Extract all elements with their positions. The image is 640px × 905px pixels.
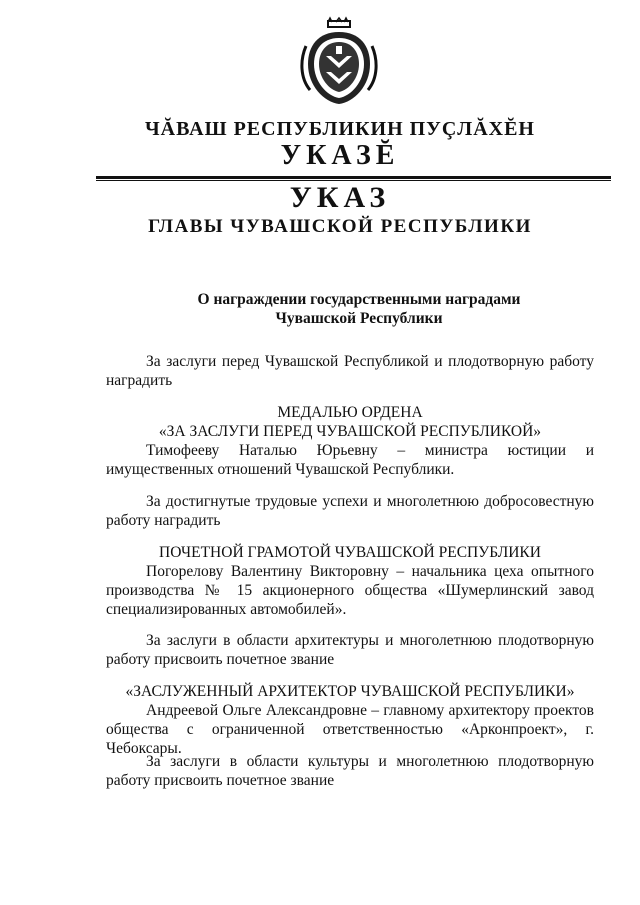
award-intro: За заслуги в области архитектуры и многолетнюю плодотворную работу присвоить почетное звание <box>106 632 594 668</box>
russian-head-subtitle: ГЛАВЫ ЧУВАШСКОЙ РЕСПУБЛИКИ <box>148 216 532 237</box>
award-title-line: «ЗА ЗАСЛУГИ ПЕРЕД ЧУВАШСКОЙ РЕСПУБЛИКОЙ» <box>158 423 542 440</box>
award-intro: За заслуги перед Чувашской Республикой и плодотворную работу наградить <box>106 353 594 389</box>
chuvash-coat-of-arms-emblem <box>300 16 378 108</box>
award-block-3 <box>106 631 594 669</box>
decree-subject-line-2: Чувашской Республики <box>275 310 443 327</box>
award-block-2-award <box>106 543 594 619</box>
decree-subject-line-1: О награждении государственными наградами <box>197 291 521 308</box>
award-recipient: Погорелову Валентину Викторовну – начальника цеха опытного производства № 15 акционерного общества «Шумерлинский завод специализированных автомобилей». <box>106 563 594 618</box>
award-title-line: ПОЧЕТНОЙ ГРАМОТОЙ ЧУВАШСКОЙ РЕСПУБЛИКИ <box>159 544 541 561</box>
award-intro: За достигнутые трудовые успехи и многолетнюю добросовестную работу наградить <box>106 493 594 529</box>
award-title-line: МЕДАЛЬЮ ОРДЕНА <box>277 404 423 421</box>
award-recipient: Тимофееву Наталью Юрьевну – министра юстиции и имущественных отношений Чувашской Республики. <box>106 442 594 478</box>
decree-subject <box>0 290 640 328</box>
russian-ukaz-title: УКАЗ <box>289 181 391 214</box>
award-recipient: Андреевой Ольге Александровне – главному архитектору проектов общества с ограниченной ответственностью «Арконпроект», г. Чебоксары. <box>106 702 594 757</box>
award-block-1 <box>106 352 594 390</box>
chuvash-header-title: ЧĂВАШ РЕСПУБЛИКИН ПУÇЛĂХĔН <box>144 118 535 140</box>
award-intro: За заслуги в области культуры и многолетнюю плодотворную работу присвоить почетное звание <box>106 753 594 789</box>
award-block-2 <box>106 492 594 530</box>
header-divider-thick <box>96 176 611 179</box>
award-block-4 <box>106 752 594 790</box>
award-title-line: «ЗАСЛУЖЕННЫЙ АРХИТЕКТОР ЧУВАШСКОЙ РЕСПУБЛИКИ» <box>125 683 575 700</box>
award-block-3-award <box>106 682 594 758</box>
award-block-1-award <box>106 403 594 479</box>
chuvash-ukaze-title: УКАЗĔ <box>280 140 400 171</box>
